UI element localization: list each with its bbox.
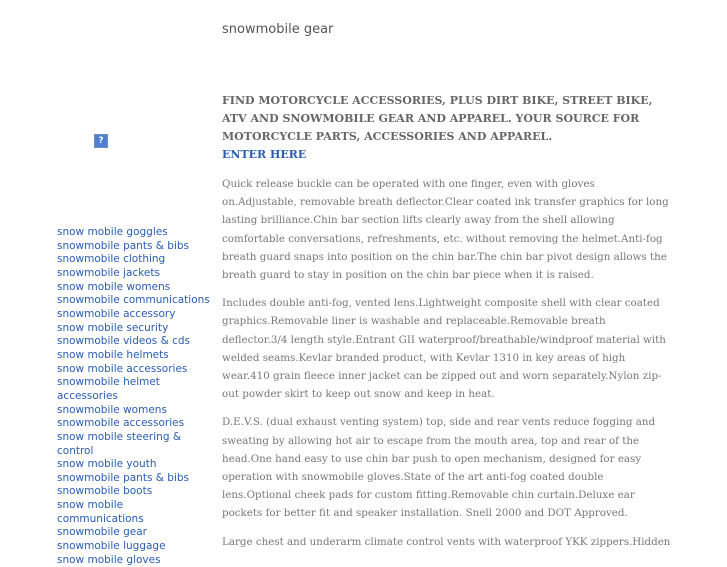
sidebar-link[interactable]: snowmobile luggage [57,540,166,553]
article-paragraph: Large chest and underarm climate control vents with waterproof YKK zippers.Hidden [222,535,671,548]
sidebar-link[interactable]: snowmobile accessory [57,307,176,320]
sidebar-link[interactable]: snowmobile accessories [57,417,185,430]
sidebar-link[interactable]: snowmobile videos & cds [57,335,191,348]
sidebar-link[interactable]: snowmobile gear [57,526,147,539]
sidebar-link[interactable]: snowmobile pants & bibs [57,239,190,252]
sidebar-link[interactable]: snow mobile youth [57,458,157,471]
sidebar-link[interactable]: snowmobile womens [57,403,167,416]
sidebar-link[interactable]: snow mobile gloves [57,553,161,566]
sidebar-link[interactable]: snowmobile pants & bibs [57,471,190,484]
broken-image-icon: ? [94,134,108,148]
article-paragraph: Quick release buckle can be operated with one finger, even with gloves on.Adjustable, removable breath deflector.Clear coated ink transfer graphics for long lasting brilliance.Chin bar section lifts clearly away from the shell allowing comfortable conversations, refreshments, etc. without removing the helmet.Anti-fog breath guard snaps into position on the chin bar.The chin bar pivot design allows the breath guard to stay in position on the chin bar piece when it is raised. [222,178,669,282]
article-paragraph: D.E.V.S. (dual exhaust venting system) top, side and rear vents reduce fogging and sweating by allowing hot air to escape from the mouth area, top and rear of the head.One hand easy to use chin bar push to open mechanism, designed for easy operation with snowmobile gloves.State of the art anti-fog coated double lens.Optional cheek pads for custom fitting.Removable chin curtain.Deluxe ear pockets for better fit and speaker installation. Snell 2000 and DOT Approved. [222,416,656,520]
sidebar-link[interactable]: snowmobile boots [57,485,153,498]
sidebar-link[interactable]: snow mobile accessories [57,362,188,375]
sidebar-link[interactable]: snowmobile helmet accessories [57,376,160,402]
page-title: snowmobile gear [222,22,334,37]
sidebar [0,0,215,566]
sidebar-link-list [57,226,212,567]
sidebar-link[interactable]: snow mobile goggles [57,226,168,238]
sidebar-link[interactable]: snow mobile security [57,321,169,334]
headline-text: FIND MOTORCYCLE ACCESSORIES, PLUS DIRT BIKE, STREET BIKE, ATV AND SNOWMOBILE GEAR AND APPAREL. YOUR SOURCE FOR MOTORCYCLE PARTS, ACCESSORIES AND APPAREL. [222,94,653,144]
sidebar-link[interactable]: snow mobile womens [57,280,171,293]
sidebar-link[interactable]: snow mobile steering & control [57,430,182,457]
enter-here-link[interactable]: ENTER HERE [222,148,307,161]
sidebar-link[interactable]: snow mobile helmets [57,348,169,361]
article-body [222,175,672,561]
sidebar-link[interactable]: snowmobile clothing [57,253,166,266]
sidebar-link[interactable]: snowmobile communications [57,294,210,307]
sidebar-link[interactable]: snow mobile communications [57,499,144,525]
sidebar-link[interactable]: snowmobile jackets [57,266,160,279]
article-paragraph: Includes double anti-fog, vented lens.Lightweight composite shell with clear coated graphics.Removable liner is washable and replaceable.Removable breath deflector.3/4 length style.Entrant GII waterproof/breathable/windproof material with welded seams.Kevlar branded product, with Kevlar 1310 in key areas of high wear.410 grain fleece inner jacket can be zipped out and worn separately.Nylon zip-out powder skirt to keep out snow and keep in heat. [222,297,666,401]
